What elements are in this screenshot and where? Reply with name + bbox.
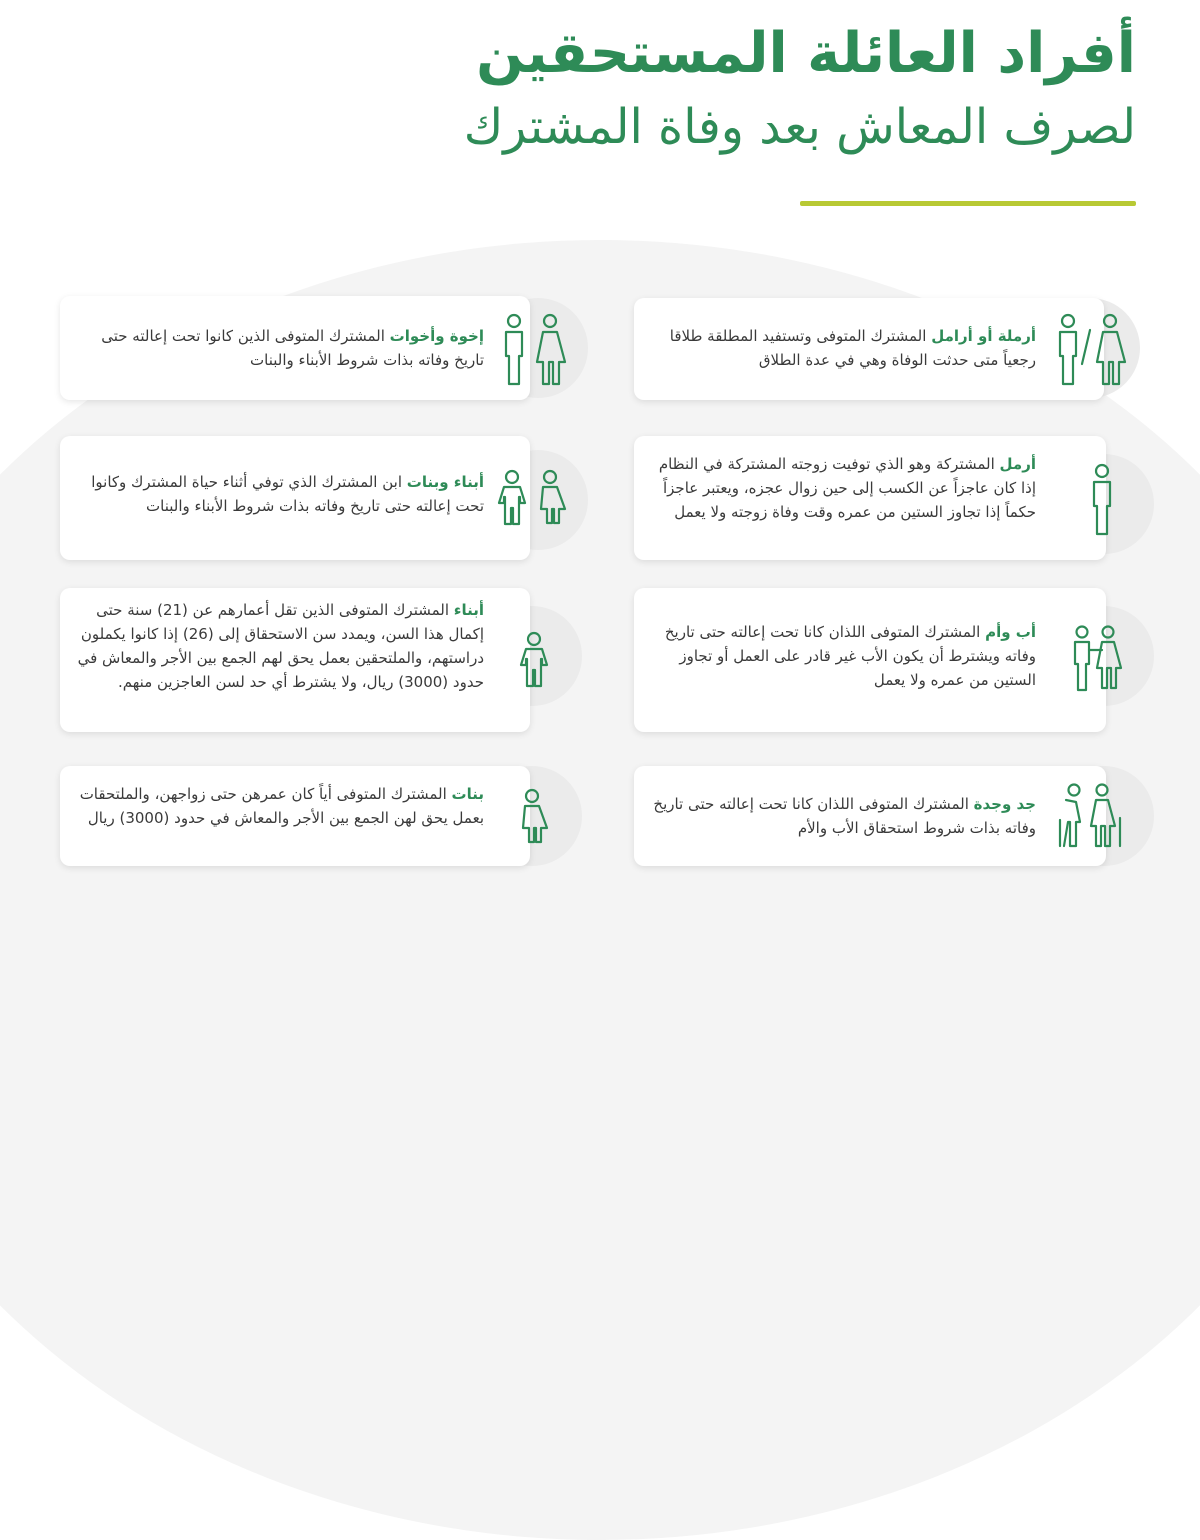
card-siblings-text: إخوة وأخوات المشترك المتوفى الذين كانوا تحت إعالته حتى تاريخ وفاته بذات شروط الأبناء والبنات <box>101 327 484 369</box>
siblings-icon <box>498 312 572 388</box>
title-underline <box>800 201 1136 206</box>
widow-icon <box>1050 312 1134 388</box>
parents-icon <box>1068 624 1124 692</box>
son-icon <box>516 630 552 690</box>
widower-icon <box>1086 462 1118 538</box>
card-grandparents-text: جد وجدة المشترك المتوفى اللذان كانا تحت إعالته حتى تاريخ وفاته بذات شروط استحقاق الأب والأم <box>653 795 1036 837</box>
page-subtitle: لصرف المعاش بعد وفاة المشترك <box>463 99 1136 155</box>
card-sons-text: أبناء المشترك المتوفى الذين تقل أعمارهم عن (21) سنة حتى إكمال هذا السن، ويمدد سن الاستحقاق إلى (26) إذا كانوا يكملون دراستهم، والملتحقين بعمل يحق لهم الجمع بين الأجر والمعاش في حدود (3000) ريال، ولا يشترط أي حد لسن العاجزين منهم. <box>77 601 484 691</box>
grandparents-icon <box>1056 782 1126 850</box>
page-title: أفراد العائلة المستحقين <box>476 21 1136 86</box>
card-daughters-text: بنات المشترك المتوفى أياً كان عمرهن حتى زواجهن، والملتحقات بعمل يحق لهن الجمع بين الأجر والمعاش في حدود (3000) ريال <box>79 785 484 827</box>
card-widower-text: أرمل المشتركة وهو الذي توفيت زوجته المشتركة في النظام إذا كان عاجزاً عن الكسب إلى حين زوال عجزه، ويعتبر عاجزاً حكماً إذا تجاوز الستين من عمره وقت وفاة زوجته ولا يعمل <box>658 455 1036 521</box>
grandchildren-icon <box>494 468 570 528</box>
card-widow-text: أرملة أو أرامل المشترك المتوفى وتستفيد المطلقة طلاقا رجعياً متى حدثت الوفاة وهي في عدة الطلاق <box>669 327 1036 369</box>
card-parents-text: أب وأم المشترك المتوفى اللذان كانا تحت إعالته حتى تاريخ وفاته ويشترط أن يكون الأب غير قادر على العمل أو تجاوز الستين من عمره ولا يعمل <box>664 623 1036 689</box>
header <box>464 14 1136 160</box>
card-grandchildren-text: أبناء وبنات ابن المشترك الذي توفي أثناء حياة المشترك وكانوا تحت إعالته حتى تاريخ وفاته بذات شروط الأبناء والبنات <box>91 473 484 515</box>
daughter-icon <box>514 788 550 844</box>
background-arc <box>0 240 1200 1540</box>
